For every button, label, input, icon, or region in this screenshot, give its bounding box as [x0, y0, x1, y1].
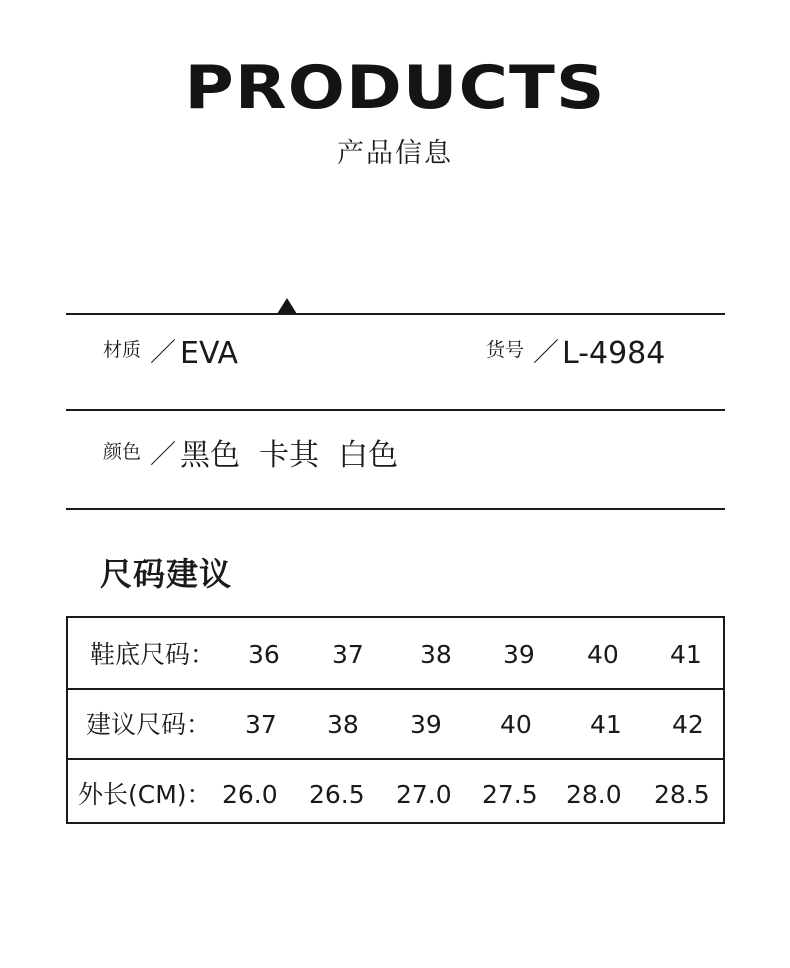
size-cell: 27.5 [482, 780, 538, 809]
size-row-label: 外长(CM)： [78, 780, 212, 809]
size-row-sole [68, 618, 723, 690]
material-label: 材质 [103, 339, 142, 361]
size-row-length [68, 758, 723, 824]
size-cell: 36 [248, 640, 280, 669]
size-cell: 40 [500, 710, 532, 739]
size-cell: 37 [245, 710, 277, 739]
divider-bottom [66, 508, 725, 510]
size-cell: 26.0 [222, 780, 278, 809]
item-no-slash: ／ [533, 338, 560, 368]
size-cell: 38 [327, 710, 359, 739]
size-table [66, 616, 725, 824]
size-cell: 27.0 [396, 780, 452, 809]
size-row-label: 建议尺码： [86, 710, 212, 739]
size-row-label: 鞋底尺码： [90, 640, 216, 669]
triangle-marker-icon [277, 298, 297, 314]
page-subtitle: 产品信息 [337, 138, 453, 169]
size-row-suggested [68, 688, 723, 760]
divider-top [66, 313, 725, 315]
size-section-title: 尺码建议 [100, 555, 233, 593]
page-title: PRODUCTS [184, 53, 606, 123]
size-cell: 42 [672, 710, 704, 739]
size-cell: 37 [332, 640, 364, 669]
size-cell: 38 [420, 640, 452, 669]
size-cell: 41 [670, 640, 702, 669]
colors-slash: ／ [150, 440, 177, 470]
size-cell: 39 [503, 640, 535, 669]
material-slash: ／ [150, 338, 177, 368]
size-cell: 28.5 [654, 780, 710, 809]
size-cell: 39 [410, 710, 442, 739]
colors-label: 颜色 [103, 441, 142, 463]
colors-value: 黑色 卡其 白色 [180, 438, 399, 473]
material-value: EVA [180, 336, 239, 371]
size-cell: 40 [587, 640, 619, 669]
size-cell: 26.5 [309, 780, 365, 809]
size-cell: 28.0 [566, 780, 622, 809]
size-cell: 41 [590, 710, 622, 739]
divider-middle [66, 409, 725, 411]
item-no-value: L-4984 [562, 336, 666, 371]
item-no-label: 货号 [486, 339, 525, 361]
